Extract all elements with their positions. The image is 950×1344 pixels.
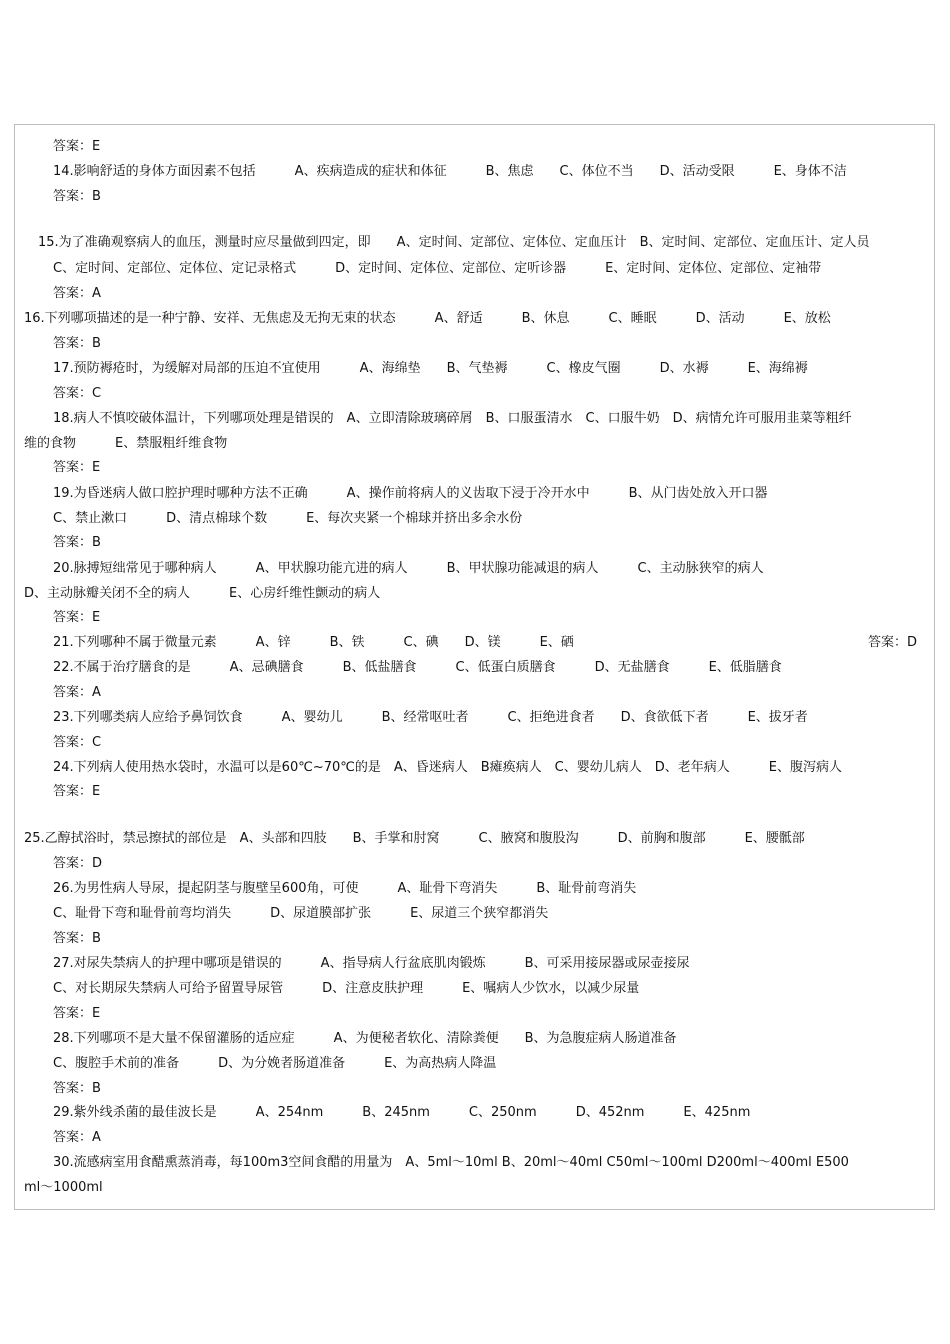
question-16: 16.下列哪项描述的是一种宁静、安祥、无焦虑及无拘无束的状态 A、舒适 B、休息 C、睡眠 D、活动 E、放松 [24, 311, 831, 326]
answer-26: 答案：B [53, 931, 101, 946]
question-17: 17.预防褥疮时，为缓解对局部的压迫不宜使用 A、海绵垫 B、气垫褥 C、橡皮气圈 D、水褥 E、海绵褥 [53, 361, 808, 376]
question-20: 20.脉搏短绌常见于哪种病人 A、甲状腺功能亢进的病人 B、甲状腺功能减退的病人 C、主动脉狭窄的病人 [53, 561, 764, 576]
question-28: 28.下列哪项不是大量不保留灌肠的适应症 A、为便秘者软化、清除粪便 B、为急腹症病人肠道准备 [53, 1031, 677, 1046]
answer-21: 答案：D [868, 635, 918, 650]
answer-18: 答案：E [53, 460, 101, 475]
answer-15: 答案：A [53, 286, 101, 301]
question-19: 19.为昏迷病人做口腔护理时哪种方法不正确 A、操作前将病人的义齿取下浸于冷开水中 B、从门齿处放入开口器 [53, 486, 768, 501]
question-26: 26.为男性病人导尿，提起阴茎与腹壁呈600角，可使 A、耻骨下弯消失 B、耻骨前弯消失 [53, 881, 637, 896]
question-30-cont: ml～1000ml [24, 1180, 103, 1195]
question-15: 15.为了准确观察病人的血压，测量时应尽量做到四定，即 A、定时间、定部位、定体位、定血压计 B、定时间、定部位、定血压计、定人员 [38, 235, 870, 250]
answer-17: 答案：C [53, 386, 102, 401]
question-22: 22.不属于治疗膳食的是 A、忌碘膳食 B、低盐膳食 C、低蛋白质膳食 D、无盐膳食 E、低脂膳食 [53, 660, 782, 675]
question-18-cont: 维的食物 E、禁服粗纤维食物 [24, 436, 228, 451]
answer-24: 答案：E [53, 784, 101, 799]
answer-13: 答案：E [53, 139, 101, 154]
question-14: 14.影响舒适的身体方面因素不包括 A、疾病造成的症状和体征 B、焦虑 C、体位不当 D、活动受限 E、身体不洁 [53, 164, 847, 179]
answer-27: 答案：E [53, 1006, 101, 1021]
question-15-options: C、定时间、定部位、定体位、定记录格式 D、定时间、定体位、定部位、定听诊器 E、定时间、定体位、定部位、定袖带 [53, 261, 822, 276]
answer-16: 答案：B [53, 336, 101, 351]
answer-14: 答案：B [53, 189, 101, 204]
question-27: 27.对尿失禁病人的护理中哪项是错误的 A、指导病人行盆底肌肉锻炼 B、可采用接尿器或尿壶接尿 [53, 956, 690, 971]
question-20-options: D、主动脉瓣关闭不全的病人 E、心房纤维性颤动的病人 [24, 586, 381, 601]
question-18: 18.病人不慎咬破体温计，下列哪项处理是错误的 A、立即清除玻璃碎屑 B、口服蛋清水 C、口服牛奶 D、病情允许可服用韭菜等粗纤 [53, 411, 852, 426]
answer-19: 答案：B [53, 535, 101, 550]
question-28-options: C、腹腔手术前的准备 D、为分娩者肠道准备 E、为高热病人降温 [53, 1056, 497, 1071]
answer-22: 答案：A [53, 685, 101, 700]
answer-23: 答案：C [53, 735, 102, 750]
answer-29: 答案：A [53, 1130, 101, 1145]
question-21: 21.下列哪种不属于微量元素 A、锌 B、铁 C、碘 D、镁 E、硒 [53, 635, 574, 650]
answer-25: 答案：D [53, 856, 103, 871]
question-30: 30.流感病室用食醋熏蒸消毒，每100m3空间食醋的用量为 A、5ml～10ml B、20ml～40ml C50ml～100ml D200ml～400ml E500 [53, 1155, 849, 1170]
question-19-options: C、禁止漱口 D、清点棉球个数 E、每次夹紧一个棉球并挤出多余水份 [53, 511, 523, 526]
question-29: 29.紫外线杀菌的最佳波长是 A、254nm B、245nm C、250nm D、452nm E、425nm [53, 1105, 751, 1120]
question-23: 23.下列哪类病人应给予鼻饲饮食 A、婴幼儿 B、经常呕吐者 C、拒绝进食者 D、食欲低下者 E、拔牙者 [53, 710, 808, 725]
question-24: 24.下列病人使用热水袋时，水温可以是60℃~70℃的是 A、昏迷病人 B瘫痪病人 C、婴幼儿病人 D、老年病人 E、腹泻病人 [53, 760, 842, 775]
question-25: 25.乙醇拭浴时，禁忌擦拭的部位是 A、头部和四肢 B、手掌和肘窝 C、腋窝和腹股沟 D、前胸和腹部 E、腰骶部 [24, 831, 805, 846]
answer-20: 答案：E [53, 610, 101, 625]
question-27-options: C、对长期尿失禁病人可给予留置导尿管 D、注意皮肤护理 E、嘱病人少饮水，以减少尿量 [53, 981, 640, 996]
question-26-options: C、耻骨下弯和耻骨前弯均消失 D、尿道膜部扩张 E、尿道三个狭窄都消失 [53, 906, 549, 921]
answer-28: 答案：B [53, 1081, 101, 1096]
